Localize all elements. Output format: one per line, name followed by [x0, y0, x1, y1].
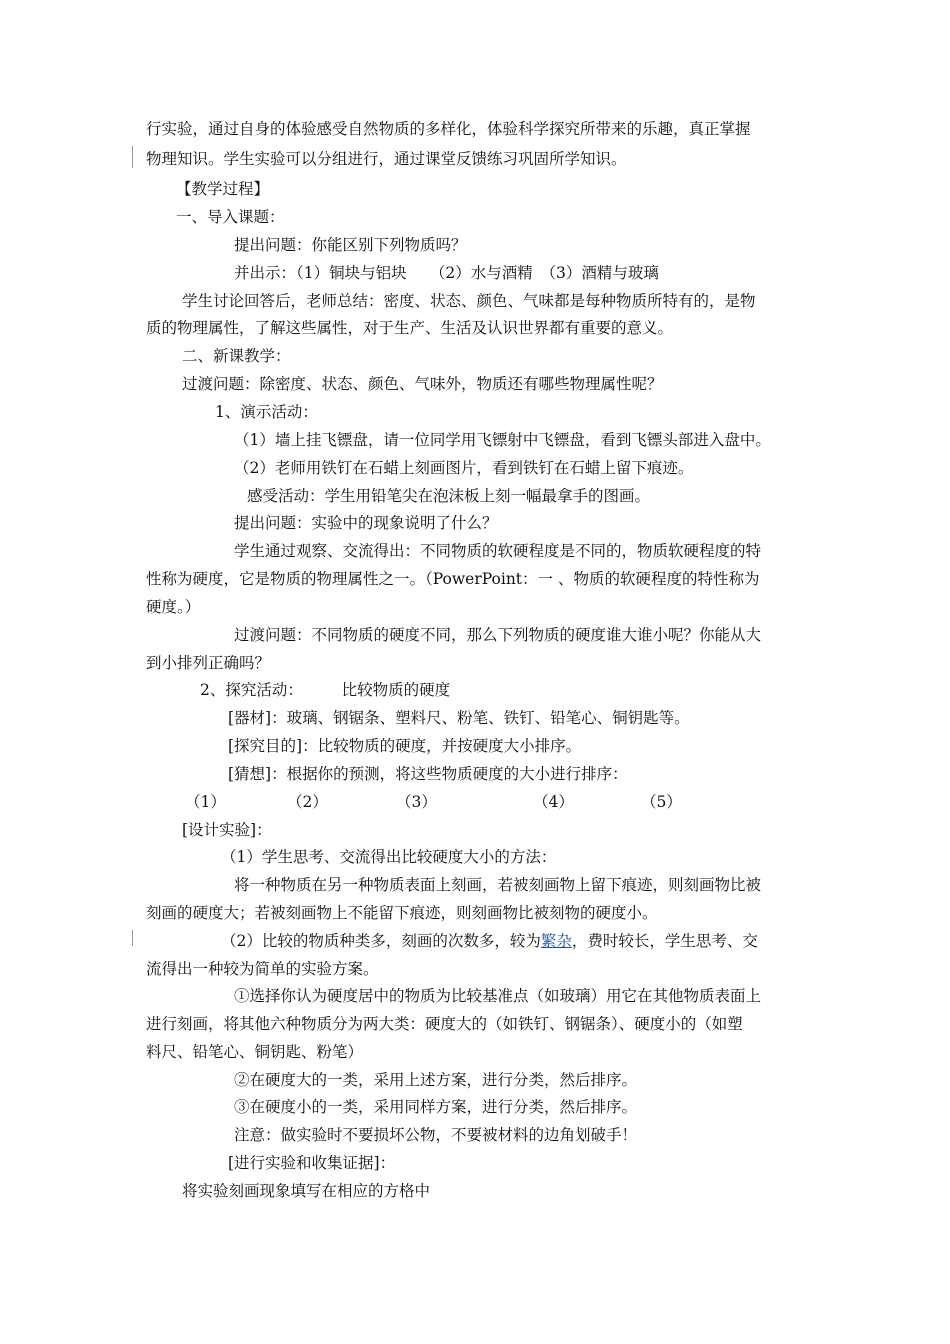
paragraph-line: （2）老师用铁钉在石蜡上刻画图片，看到铁钉在石蜡上留下痕迹。: [234, 459, 694, 477]
paragraph-line: 性称为硬度，它是物质的物理属性之一。（PowerPoint：一 、物质的软硬程度的特性称为: [146, 570, 760, 588]
paragraph-line: （1）墙上挂飞镖盘，请一位同学用飞镖射中飞镖盘，看到飞镖头部进入盘中。: [234, 431, 771, 449]
change-bar: [132, 146, 133, 168]
paragraph-line: 流得出一种较为简单的实验方案。: [146, 960, 379, 978]
paragraph-line: [猜想]：根据你的预测，将这些物质硬度的大小进行排序：: [228, 765, 628, 783]
paragraph-line: 过渡问题：除密度、状态、颜色、气味外，物质还有哪些物理属性呢？: [182, 375, 663, 393]
rank-slot: （1）: [185, 793, 226, 811]
paragraph-line: 行实验，通过自身的体验感受自然物质的多样化，体验科学探究所带来的乐趣，真正掌握: [146, 120, 751, 138]
paragraph-line: [进行实验和收集证据]：: [228, 1154, 396, 1172]
paragraph-line: 学生讨论回答后，老师总结：密度、状态、颜色、气味都是每种物质所特有的，是物: [182, 292, 756, 310]
paragraph-line: ①选择你认为硬度居中的物质为比较基准点（如玻璃）用它在其他物质表面上: [234, 987, 762, 1005]
paragraph-line: ②在硬度大的一类，采用上述方案，进行分类，然后排序。: [234, 1071, 638, 1089]
paragraph-line: [器材]：玻璃、钢锯条、塑料尺、粉笔、铁钉、铅笔心、铜钥匙等。: [228, 709, 690, 727]
paragraph-line: 刻画的硬度大；若被刻画物上不能留下痕迹，则刻画物比被刻物的硬度小。: [146, 904, 658, 922]
paragraph-text: ，费时较长，学生思考、交: [571, 932, 758, 950]
paragraph-line: （1）学生思考、交流得出比较硬度大小的方法：: [221, 848, 557, 866]
rank-slot: （5）: [641, 793, 682, 811]
paragraph-line: [221, 931, 758, 951]
paragraph-line: 进行刻画，将其他六种物质分为两大类：硬度大的（如铁钉、钢锯条）、硬度小的（如塑: [146, 1015, 743, 1033]
paragraph-line: 注意：做实验时不要损坏公物，不要被材料的边角划破手！: [234, 1126, 638, 1144]
paragraph-line: 硬度。）: [146, 598, 201, 616]
hyperlink-fanza[interactable]: 繁杂: [540, 932, 572, 950]
paragraph-line: [设计实验]：: [182, 821, 272, 839]
paragraph-line: 感受活动：学生用铅笔尖在泡沫板上刻一幅最拿手的图画。: [247, 487, 651, 505]
change-bar: [132, 930, 133, 946]
paragraph-line: 将实验刻画现象填写在相应的方格中: [182, 1182, 431, 1200]
paragraph-text: 物理知识。学生实验可以分组进行，通过课堂反馈练习巩固所学知识。: [146, 150, 627, 168]
section-heading: 【教学过程】: [176, 180, 270, 198]
paragraph-line: 将一种物质在另一种物质表面上刻画，若被刻画物上留下痕迹，则刻画物比被: [234, 876, 762, 894]
section-heading: 一、导入课题：: [176, 208, 285, 226]
subsection-heading: 2、探究活动： 比较物质的硬度: [200, 681, 451, 699]
section-heading: 二、新课教学：: [182, 347, 291, 365]
subsection-heading: 1、演示活动：: [215, 403, 318, 421]
paragraph-line: 到小排列正确吗？: [146, 654, 271, 672]
paragraph-line: 提出问题：实验中的现象说明了什么？: [234, 514, 498, 532]
rank-slot: （4）: [533, 793, 574, 811]
rank-slot: （2）: [287, 793, 328, 811]
paragraph-line: 过渡问题：不同物质的硬度不同，那么下列物质的硬度谁大谁小呢？你能从大: [234, 626, 762, 644]
paragraph-line: [探究目的]：比较物质的硬度，并按硬度大小排序。: [228, 737, 582, 755]
paragraph-line: [146, 149, 627, 169]
rank-slot: （3）: [396, 793, 437, 811]
paragraph-line: 提出问题：你能区别下列物质吗？: [234, 236, 467, 254]
paragraph-line: 质的物理属性，了解这些属性，对于生产、生活及认识世界都有重要的意义。: [146, 319, 674, 337]
paragraph-text: （2）比较的物质种类多，刻画的次数多，较为: [221, 932, 541, 950]
paragraph-line: 料尺、铅笔心、铜钥匙、粉笔）: [146, 1043, 364, 1061]
paragraph-line: 学生通过观察、交流得出：不同物质的软硬程度是不同的，物质软硬程度的特: [234, 542, 762, 560]
paragraph-line: 并出示：（1）铜块与铝块 （2）水与酒精 （3）酒精与玻璃: [234, 264, 659, 282]
paragraph-line: ③在硬度小的一类，采用同样方案，进行分类，然后排序。: [234, 1098, 638, 1116]
